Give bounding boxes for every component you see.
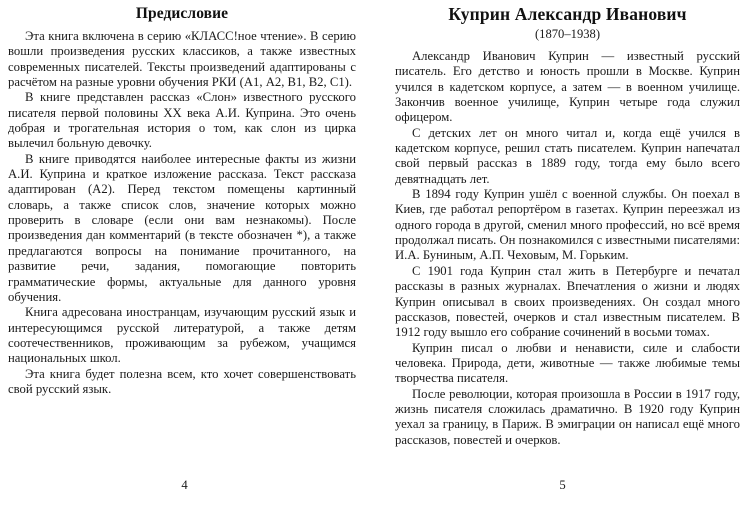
paragraph: В книге представлен рассказ «Слон» известного русского писателя первой половины XX века А.И. Куприна. Это очень добрая и трогательная история о том, как слон из цирка вылечил больную девочку.	[8, 90, 356, 151]
page-number: 4	[181, 478, 188, 492]
page-title: Куприн Александр Иванович	[448, 4, 687, 24]
paragraph: В 1894 году Куприн ушёл с военной службы. Он поехал в Киев, где работал репортёром в газетах. Куприн переезжал из одного города в другой, сменил много профессий, но всё время продолжал писать. Он познакомился с известными писателями: И.А. Буниным, А.П. Чеховым, М. Горьким.	[395, 187, 740, 263]
paragraph: Книга адресована иностранцам, изучающим русский язык и интересующимся русской литературой, а также детям соотечественников, проживающим за рубежом, учащимся национальных школ.	[8, 305, 356, 366]
right-page-body	[395, 49, 740, 448]
page-number: 5	[559, 478, 566, 492]
paragraph: Куприн писал о любви и ненависти, силе и слабости человека. Природа, дети, животные — также любимые темы творчества писателя.	[395, 340, 740, 386]
paragraph: Эта книга включена в серию «КЛАСС!ное чтение». В серию вошли произведения русских классиков, а также известных современных писателей. Тексты произведений адаптированы с расчётом на разные уровни обучения РКИ (А1, А2, В1, В2, С1).	[8, 29, 356, 90]
paragraph: Эта книга будет полезна всем, кто хочет совершенствовать свой русский язык.	[8, 366, 356, 396]
page-right	[375, 0, 750, 505]
paragraph: С детских лет он много читал и, когда ещё учился в кадетском корпусе, решил стать писателем. Куприн напечатал свой первый рассказ в 1889 году, тогда ему было всего девятнадцать лет.	[395, 125, 740, 186]
paragraph: В книге приводятся наиболее интересные факты из жизни А.И. Куприна и краткое изложение рассказа. Текст рассказа адаптирован (А2). Перед текстом помещены картинный словарь, а также список слов, значение которых можно проверить в словаре (если они вам незнакомы). После произведения дан комментарий (в тексте обозначен *), а также предлагаются вопросы на понимание прочитанного, на развитие речи, задания, помогающие повторить грамматические формы, актуальные для данного уровня обучения.	[8, 151, 356, 304]
page-title: Предисловие	[135, 5, 229, 22]
paragraph: С 1901 года Куприн стал жить в Петербурге и печатал рассказы в разных журналах. Впечатления о жизни и людях Куприн описывал в своих произведениях. Он создал много рассказов, повестей, очерков и стал известным писателем. В 1912 году вышло его собрание сочинений в восьми томах.	[395, 263, 740, 340]
paragraph: После революции, которая произошла в России в 1917 году, жизнь писателя сложилась драматично. В 1920 году Куприн уехал за границу, в Париж. В эмиграции он написал ещё много рассказов, повестей и очерков.	[395, 386, 740, 447]
left-page-body	[8, 29, 356, 397]
paragraph: Александр Иванович Куприн — известный русский писатель. Его детство и юность прошли в Москве. Куприн учился в кадетском корпусе, а затем — в военном училище. Закончив военное училище, Куприн четыре года служил офицером.	[395, 49, 740, 125]
author-life-dates: (1870–1938)	[534, 27, 601, 41]
